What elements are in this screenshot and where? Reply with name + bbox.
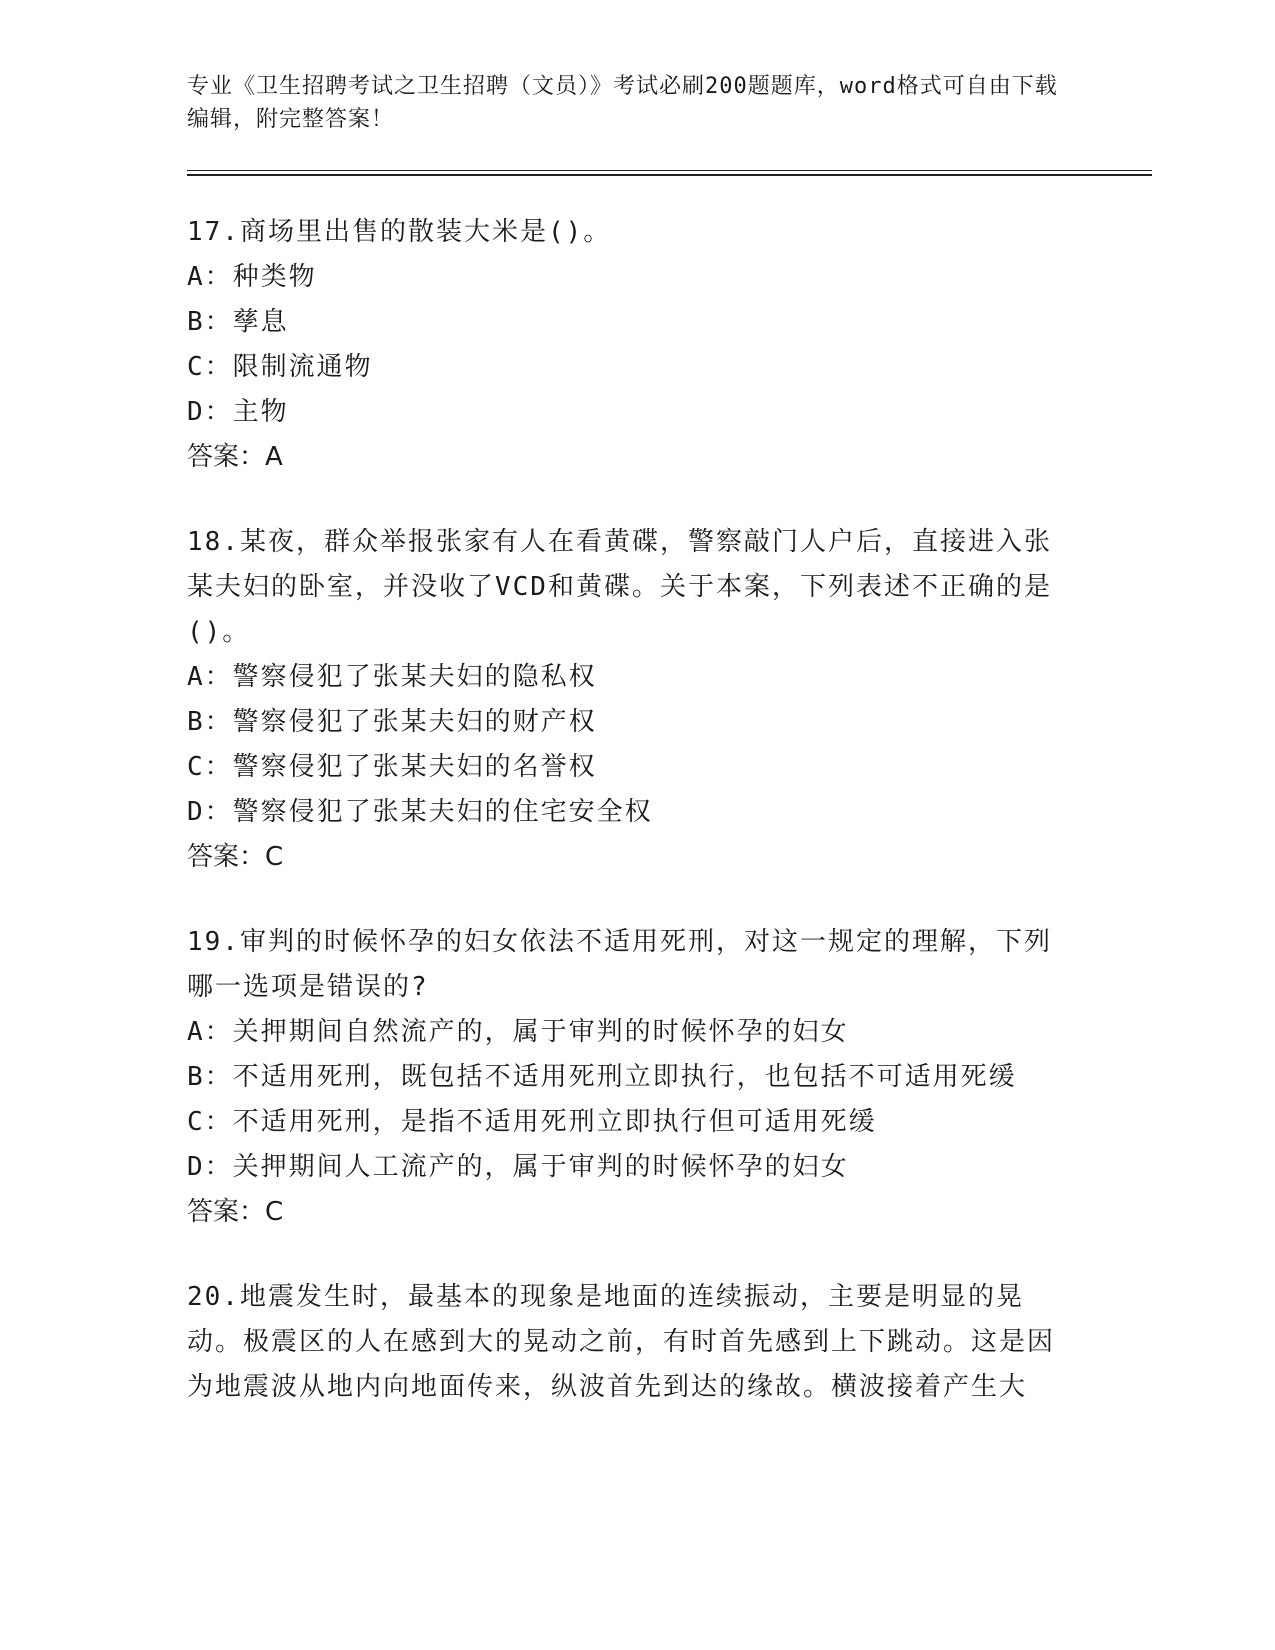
option-d: D：主物 — [187, 397, 289, 427]
option-b: B：警察侵犯了张某夫妇的财产权 — [187, 707, 597, 737]
question-stem: 20.地震发生时，最基本的现象是地面的连续振动，主要是明显的晃动。极震区的人在感到大的晃动之前，有时首先感到上下跳动。这是因为地震波从地内向地面传来，纵波首先到达的缘故。横波接着产生大 — [187, 1282, 1056, 1402]
question-19 — [187, 920, 1147, 1235]
option-c: C：不适用死刑，是指不适用死刑立即执行但可适用死缓 — [187, 1107, 877, 1137]
answer-line: 答案：A — [187, 442, 283, 472]
answer-line: 答案：C — [187, 842, 284, 872]
header-divider — [187, 170, 1152, 176]
document-page — [187, 70, 1147, 1450]
document-header: 专业《卫生招聘考试之卫生招聘（文员）》考试必刷200题题库，word格式可自由下载编辑，附完整答案！ — [187, 74, 1058, 132]
option-c: C：警察侵犯了张某夫妇的名誉权 — [187, 752, 597, 782]
option-a: A：警察侵犯了张某夫妇的隐私权 — [187, 662, 597, 692]
option-d: D：关押期间人工流产的，属于审判的时候怀孕的妇女 — [187, 1152, 849, 1182]
answer-line: 答案：C — [187, 1197, 284, 1227]
option-a: A：关押期间自然流产的，属于审判的时候怀孕的妇女 — [187, 1017, 849, 1047]
question-20 — [187, 1275, 1147, 1410]
question-stem: 19.审判的时候怀孕的妇女依法不适用死刑，对这一规定的理解，下列哪一选项是错误的? — [187, 927, 1052, 1002]
question-stem: 18.某夜，群众举报张家有人在看黄碟，警察敲门人户后，直接进入张某夫妇的卧室，并没收了VCD和黄碟。关于本案，下列表述不正确的是()。 — [187, 527, 1052, 647]
question-stem: 17.商场里出售的散装大米是()。 — [187, 217, 612, 247]
question-18 — [187, 520, 1147, 880]
question-17 — [187, 210, 1147, 480]
option-a: A：种类物 — [187, 262, 317, 292]
option-c: C：限制流通物 — [187, 352, 373, 382]
option-b: B：孳息 — [187, 307, 289, 337]
option-d: D：警察侵犯了张某夫妇的住宅安全权 — [187, 797, 653, 827]
option-b: B：不适用死刑，既包括不适用死刑立即执行，也包括不可适用死缓 — [187, 1062, 1017, 1092]
question-list — [187, 210, 1147, 1410]
